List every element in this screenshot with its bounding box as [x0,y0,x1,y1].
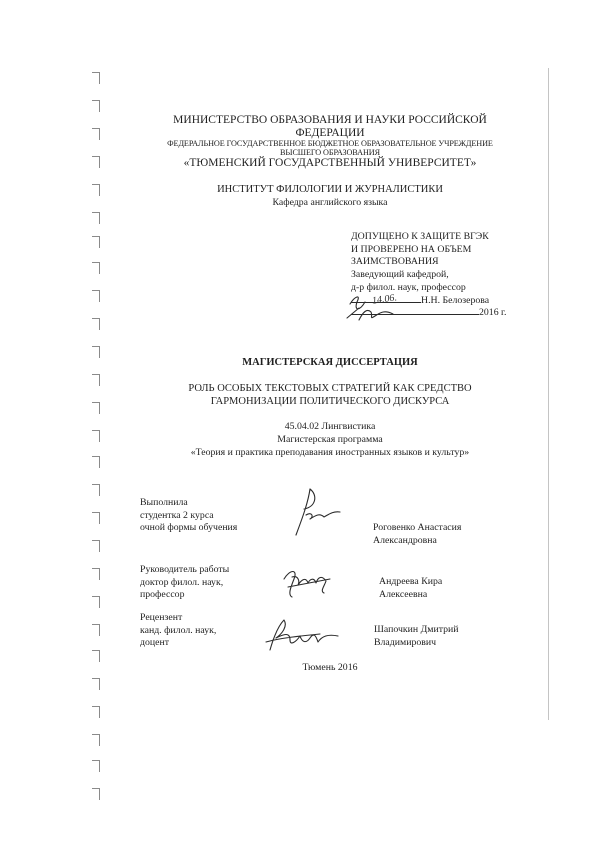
federal-line-1: ФЕДЕРАЛЬНОЕ ГОСУДАРСТВЕННОЕ БЮДЖЕТНОЕ ОБРАЗОВАТЕЛЬНОЕ УЧРЕЖДЕНИЕ [167,139,493,148]
handwritten-date: 14.06. [371,292,398,307]
supervisor-role-line-3: профессор [140,589,185,600]
approval-line-2: И ПРОВЕРЕНО НА ОБЪЕМ [351,243,472,255]
program-name: «Теория и практика преподавания иностранных языков и культур» [190,447,470,458]
supervisor-signature [280,565,350,605]
reviewer-name-line-2: Владимирович [374,636,437,648]
head-of-department-signature [345,290,415,325]
approval-year: 2016 г. [479,307,507,319]
ministry-line-2: ФЕДЕРАЦИИ [295,127,365,139]
author-role-line-1: Выполнила [140,497,188,508]
thesis-title-line-2: ГАРМОНИЗАЦИИ ПОЛИТИЧЕСКОГО ДИСКУРСА [210,396,450,407]
binding-mark [92,100,100,112]
reviewer-role-line-3: доцент [140,637,169,648]
department-name: Кафедра английского языка [272,197,388,208]
binding-mark [92,318,100,330]
binding-mark [92,788,100,800]
author-role-line-3: очной формы обучения [140,522,238,533]
specialty-code: 45.04.02 Лингвистика [284,421,376,432]
city-year: Тюмень 2016 [302,662,358,673]
binding-mark [92,484,100,496]
binding-mark [92,734,100,746]
reviewer-signature [260,612,345,657]
reviewer-role-line-1: Рецензент [140,612,183,623]
approval-line-4: Заведующий кафедрой, [351,269,449,281]
binding-mark [92,212,100,224]
binding-mark [92,540,100,552]
binding-mark [92,650,100,662]
thesis-type: МАГИСТЕРСКАЯ ДИССЕРТАЦИЯ [242,357,418,368]
binding-mark [92,72,100,84]
ministry-line-1: МИНИСТЕРСТВО ОБРАЗОВАНИЯ И НАУКИ РОССИЙСКОЙ [173,114,487,126]
author-signature [288,485,348,540]
supervisor-name-line-1: Андреева Кира [379,576,443,587]
approval-line-3: ЗАИМСТВОВАНИЯ [351,256,439,268]
approval-line-1: ДОПУЩЕНО К ЗАЩИТЕ ВГЭК [351,231,489,242]
approval-line-5: д-р филол. наук, профессор [351,281,466,293]
binding-mark [92,290,100,302]
binding-mark [92,596,100,608]
author-name-line-2: Александровна [373,534,437,546]
supervisor-name-line-2: Алексеевна [379,588,428,600]
federal-line-2: ВЫСШЕГО ОБРАЗОВАНИЯ [280,148,380,157]
university-name: «ТЮМЕНСКИЙ ГОСУДАРСТВЕННЫЙ УНИВЕРСИТЕТ» [183,157,477,169]
author-role [140,497,237,535]
binding-mark [92,624,100,636]
reviewer-name-line-1: Шапочкин Дмитрий [374,624,459,635]
binding-mark [92,568,100,580]
binding-mark [92,236,100,248]
supervisor-name [379,576,442,601]
reviewer-name [374,624,459,649]
institute-name: ИНСТИТУТ ФИЛОЛОГИИ И ЖУРНАЛИСТИКИ [217,184,443,195]
binding-mark [92,262,100,274]
supervisor-role-line-1: Руководитель работы [140,564,230,575]
supervisor-role-line-2: доктор филол. наук, [140,576,224,588]
supervisor-role [140,564,229,602]
binding-mark [92,512,100,524]
binding-mark [92,760,100,772]
author-role-line-2: студентка 2 курса [140,509,214,521]
author-name-line-1: Роговенко Анастасия [373,522,462,533]
reviewer-role-line-2: канд. филол. наук, [140,624,217,636]
author-name [373,522,461,547]
reviewer-role [140,612,216,650]
binding-mark [92,706,100,718]
thesis-title-line-1: РОЛЬ ОСОБЫХ ТЕКСТОВЫХ СТРАТЕГИЙ КАК СРЕДСТВО [188,383,472,394]
program-label: Магистерская программа [277,434,383,445]
binding-mark [92,678,100,690]
approval-signer: Н.Н. Белозерова [421,294,490,306]
